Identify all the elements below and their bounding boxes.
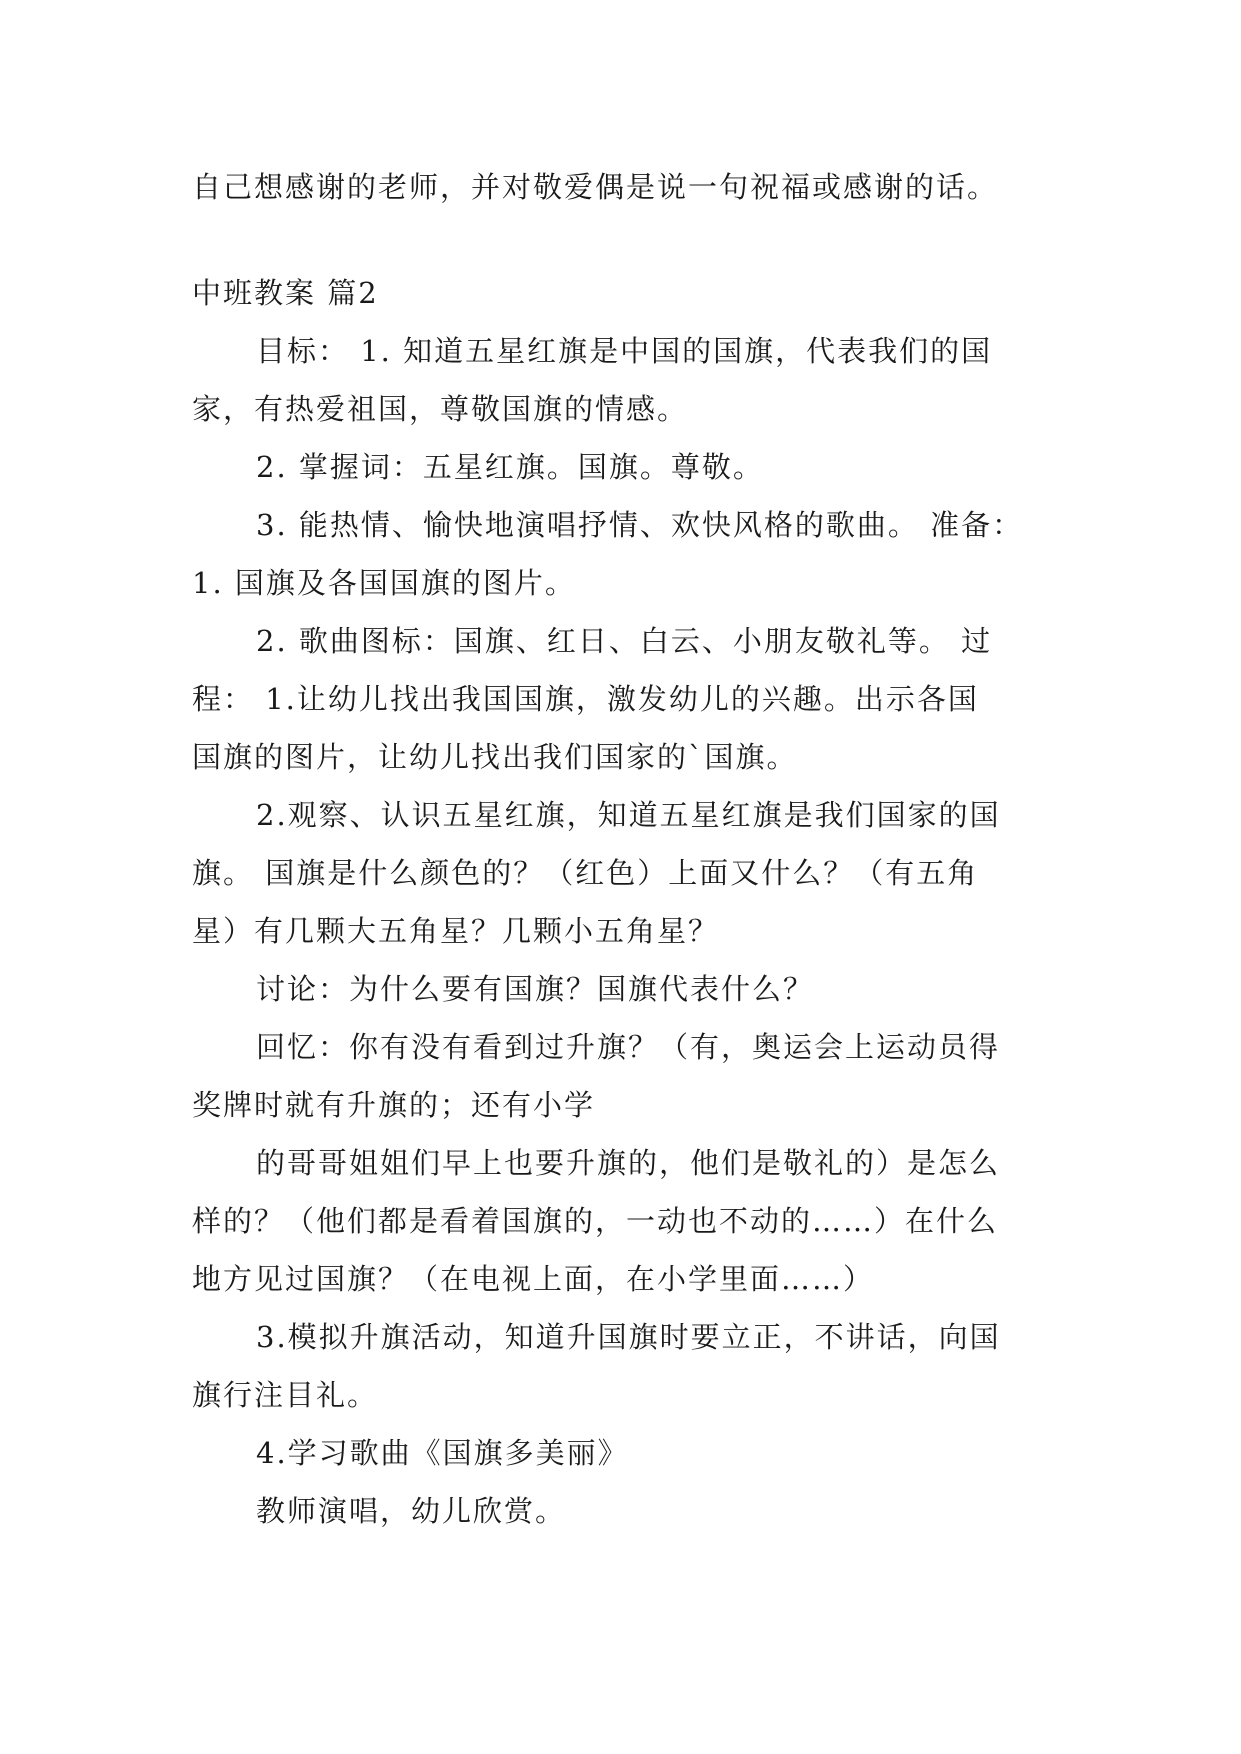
- text-line: 3. 能热情、愉快地演唱抒情、欢快风格的歌曲。 准备：: [256, 508, 1024, 542]
- text-line: 1. 国旗及各国国旗的图片。: [192, 566, 576, 600]
- text-line: 旗。 国旗是什么颜色的？（红色）上面又什么？（有五角: [192, 856, 979, 890]
- text-line: 4.学习歌曲《国旗多美丽》: [256, 1436, 629, 1470]
- text-line: 2. 歌曲图标：国旗、红日、白云、小朋友敬礼等。 过: [256, 624, 993, 658]
- text-line: 教师演唱，幼儿欣赏。: [256, 1494, 567, 1528]
- text-line: 样的？（他们都是看着国旗的，一动也不动的……）在什么: [192, 1204, 999, 1238]
- text-line: 目标： 1. 知道五星红旗是中国的国旗，代表我们的国: [256, 334, 993, 368]
- text-line: 讨论：为什么要有国旗？国旗代表什么？: [256, 972, 815, 1006]
- text-line: 地方见过国旗？（在电视上面，在小学里面……）: [192, 1262, 875, 1296]
- text-line: 自己想感谢的老师，并对敬爱偶是说一句祝福或感谢的话。: [192, 170, 999, 204]
- text-line: 星）有几颗大五角星？几颗小五角星？: [192, 914, 720, 948]
- text-line: 回忆：你有没有看到过升旗？（有，奥运会上运动员得: [256, 1030, 1001, 1064]
- text-line: 国旗的图片，让幼儿找出我们国家的`国旗。: [192, 740, 798, 774]
- document-page: [192, 158, 1062, 1540]
- text-line: 2.观察、认识五星红旗，知道五星红旗是我们国家的国: [256, 798, 1001, 832]
- text-line: 奖牌时就有升旗的；还有小学: [192, 1088, 596, 1122]
- section-heading: 中班教案 篇2: [192, 276, 379, 310]
- text-line: 家，有热爱祖国，尊敬国旗的情感。: [192, 392, 689, 426]
- text-line: 3.模拟升旗活动，知道升国旗时要立正，不讲话，向国: [256, 1320, 1001, 1354]
- text-line: 的哥哥姐姐们早上也要升旗的，他们是敬礼的）是怎么: [256, 1146, 1001, 1180]
- text-line: 2. 掌握词：五星红旗。国旗。尊敬。: [256, 450, 764, 484]
- text-line: 旗行注目礼。: [192, 1378, 379, 1412]
- text-line: 程： 1.让幼儿找出我国国旗，激发幼儿的兴趣。出示各国: [192, 682, 979, 716]
